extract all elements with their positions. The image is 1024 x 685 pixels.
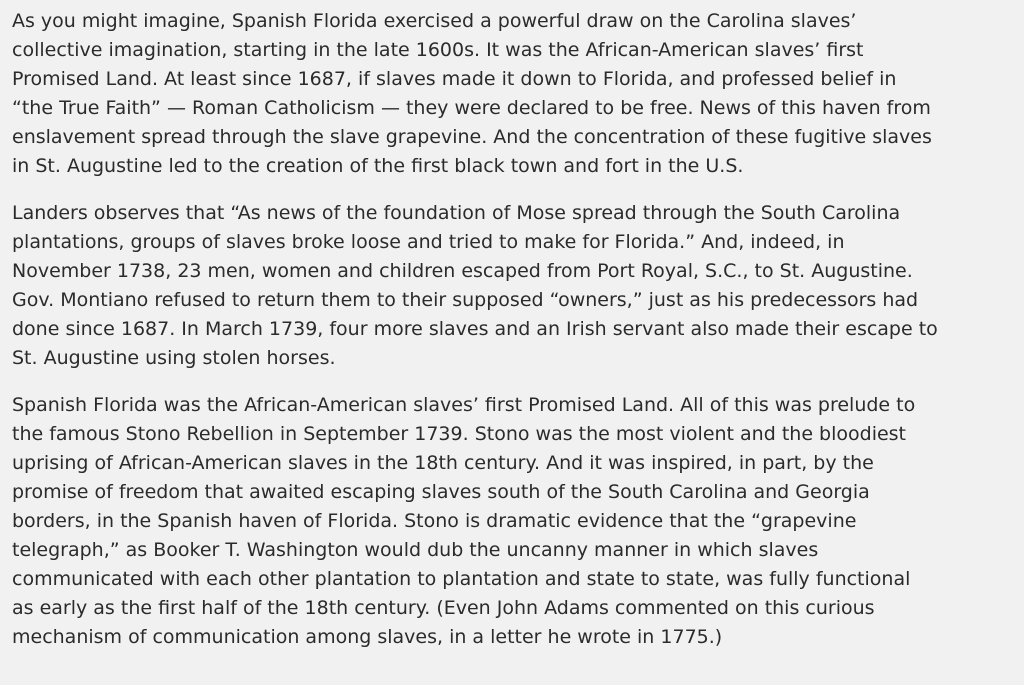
text-line: Gov. Montiano refused to return them to their supposed “owners,” just as his predecessors had bbox=[12, 289, 919, 311]
text-line: in St. Augustine led to the creation of the first black town and fort in the U.S. bbox=[12, 155, 744, 177]
text-line: Promised Land. At least since 1687, if slaves made it down to Florida, and professed belief in bbox=[12, 68, 897, 90]
text-line: as early as the first half of the 18th century. (Even John Adams commented on this curious bbox=[12, 597, 875, 619]
text-line: As you might imagine, Spanish Florida exercised a powerful draw on the Carolina slaves’ bbox=[12, 10, 857, 32]
text-line: telegraph,” as Booker T. Washington would dub the uncanny manner in which slaves bbox=[12, 539, 819, 561]
paragraph-2 bbox=[12, 199, 984, 373]
text-line: promise of freedom that awaited escaping slaves south of the South Carolina and Georgia bbox=[12, 481, 870, 503]
text-line: uprising of African-American slaves in the 18th century. And it was inspired, in part, by the bbox=[12, 452, 874, 474]
text-line: St. Augustine using stolen horses. bbox=[12, 347, 336, 369]
text-line: the famous Stono Rebellion in September 1739. Stono was the most violent and the bloodiest bbox=[12, 423, 907, 445]
text-line: collective imagination, starting in the late 1600s. It was the African-American slaves’ first bbox=[12, 39, 864, 61]
paragraph-1 bbox=[12, 7, 984, 181]
paragraph-3 bbox=[12, 391, 984, 652]
text-line: November 1738, 23 men, women and children escaped from Port Royal, S.C., to St. Augustine. bbox=[12, 260, 913, 282]
text-line: done since 1687. In March 1739, four more slaves and an Irish servant also made their escape to bbox=[12, 318, 938, 340]
text-line: communicated with each other plantation to plantation and state to state, was fully functional bbox=[12, 568, 911, 590]
text-line: Spanish Florida was the African-American slaves’ first Promised Land. All of this was prelude to bbox=[12, 394, 916, 416]
text-line: enslavement spread through the slave grapevine. And the concentration of these fugitive slaves bbox=[12, 126, 932, 148]
text-line: mechanism of communication among slaves, in a letter he wrote in 1775.) bbox=[12, 626, 723, 648]
text-line: “the True Faith” — Roman Catholicism — they were declared to be free. News of this haven from bbox=[12, 97, 931, 119]
text-line: borders, in the Spanish haven of Florida. Stono is dramatic evidence that the “grapevine bbox=[12, 510, 857, 532]
text-line: Landers observes that “As news of the foundation of Mose spread through the South Carolina bbox=[12, 202, 901, 224]
text-line: plantations, groups of slaves broke loose and tried to make for Florida.” And, indeed, in bbox=[12, 231, 845, 253]
